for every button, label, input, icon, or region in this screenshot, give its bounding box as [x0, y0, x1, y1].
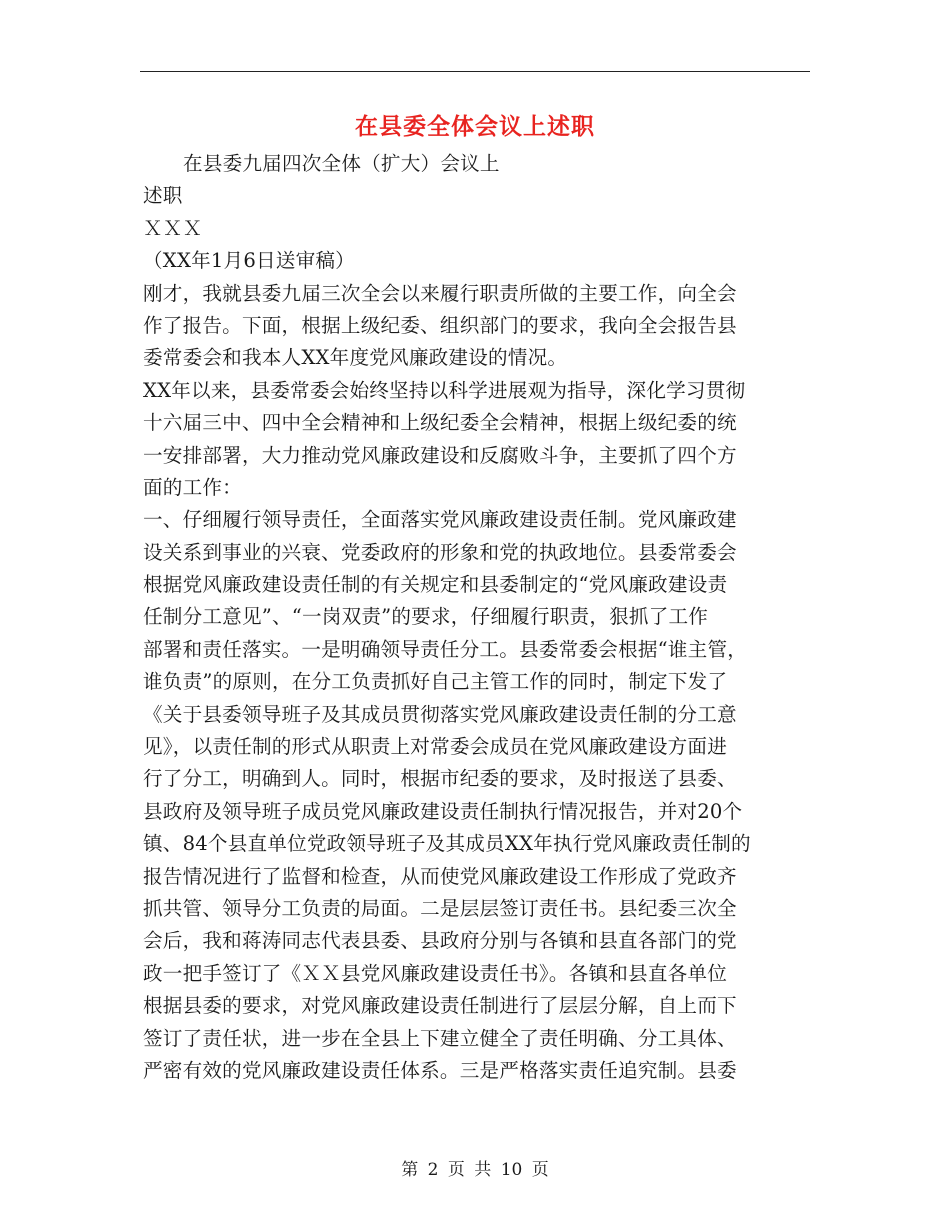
paragraph-line: XX年以来，县委常委会始终坚持以科学进展观为指导，深化学习贯彻	[143, 378, 746, 402]
page-number-footer: 第 2 页 共 10 页	[401, 1160, 549, 1180]
paragraph-line: 报告情况进行了监督和检查，从而使党风廉政建设工作形成了党政齐	[143, 864, 737, 888]
paragraph-line: 部署和责任落实。一是明确领导责任分工。县委常委会根据“谁主管，	[143, 637, 748, 661]
author-line: ＸＸＸ	[143, 216, 203, 240]
subtitle-line: 在县委九届四次全体（扩大）会议上	[183, 152, 500, 175]
paragraph-line: 一安排部署，大力推动党风廉政建设和反腐败斗争，主要抓了四个方	[143, 443, 737, 467]
paragraph-line: 根据党风廉政建设责任制的有关规定和县委制定的“党风廉政建设责	[143, 573, 728, 597]
paragraph-line: 设关系到事业的兴衰、党委政府的形象和党的执政地位。县委常委会	[143, 540, 737, 564]
paragraph-line: 根据县委的要求，对党风廉政建设责任制进行了层层分解，自上而下	[143, 994, 737, 1018]
date-line: （XX年1月6日送审稿）	[143, 249, 355, 273]
paragraph-line: 《关于县委领导班子及其成员贯彻落实党风廉政建设责任制的分工意	[143, 702, 737, 726]
paragraph-line: 作了报告。下面，根据上级纪委、组织部门的要求，我向全会报告县	[143, 313, 737, 337]
paragraph-line: 十六届三中、四中全会精神和上级纪委全会精神，根据上级纪委的统	[143, 411, 737, 435]
paragraph-line: 委常委会和我本人XX年度党风廉政建设的情况。	[143, 346, 568, 370]
paragraph-line: 会后，我和蒋涛同志代表县委、县政府分别与各镇和县直各部门的党	[143, 929, 737, 953]
paragraph-line: 行了分工，明确到人。同时，根据市纪委的要求，及时报送了县委、	[143, 767, 737, 791]
paragraph-line: 政一把手签订了《ＸＸ县党风廉政建设责任书》。各镇和县直各单位	[143, 961, 728, 985]
paragraph-line: 严密有效的党风廉政建设责任体系。三是严格落实责任追究制。县委	[143, 1058, 737, 1082]
paragraph-line: 见》，以责任制的形式从职责上对常委会成员在党风廉政建设方面进	[143, 735, 728, 759]
paragraph-line: 刚才，我就县委九届三次全会以来履行职责所做的主要工作，向全会	[143, 281, 737, 305]
document-title: 在县委全体会议上述职	[355, 113, 595, 140]
paragraph-line: 面的工作：	[143, 475, 242, 499]
paragraph-line: 县政府及领导班子成员党风廉政建设责任制执行情况报告，并对20个	[143, 799, 743, 823]
paragraph-line: 镇、84个县直单位党政领导班子及其成员XX年执行党风廉政责任制的	[143, 832, 751, 856]
paragraph-line: 抓共管、领导分工负责的局面。二是层层签订责任书。县纪委三次全	[143, 896, 737, 920]
paragraph-line: 任制分工意见”、“一岗双责”的要求，仔细履行职责，狠抓了工作	[143, 605, 709, 629]
paragraph-line: 谁负责”的原则，在分工负责抓好自己主管工作的同时，制定下发了	[143, 670, 728, 694]
header-rule	[140, 71, 810, 72]
document-body	[143, 148, 807, 1087]
paragraph-line: 签订了责任状，进一步在全县上下建立健全了责任明确、分工具体、	[143, 1026, 737, 1050]
paragraph-line: 一、仔细履行领导责任，全面落实党风廉政建设责任制。党风廉政建	[143, 508, 737, 532]
subtitle-line: 述职	[143, 184, 183, 208]
